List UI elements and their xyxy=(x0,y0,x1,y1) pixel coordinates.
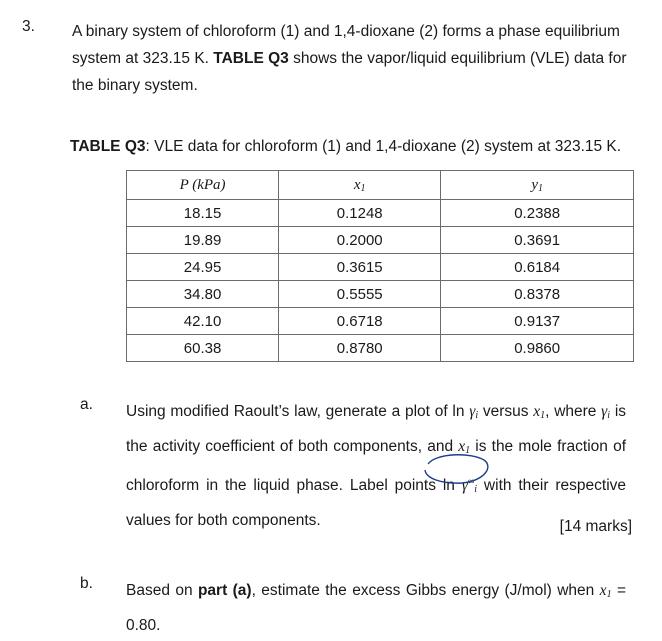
cell-x1: 0.2000 xyxy=(279,227,441,254)
cell-pressure: 24.95 xyxy=(127,254,279,281)
header-y1: $y_1$ xyxy=(441,171,634,200)
header-pressure: P (kPa) xyxy=(127,171,279,200)
table-header-row xyxy=(127,171,634,200)
part-b-text: Based on part (a), estimate the excess Gibbs energy (J/mol) when $x_1 = 0.80$. xyxy=(126,582,627,634)
cell-x1: 0.3615 xyxy=(279,254,441,281)
part-a-label: a. xyxy=(80,396,93,413)
table-row xyxy=(127,200,634,227)
cell-y1: 0.9860 xyxy=(441,335,634,362)
table-row xyxy=(127,281,634,308)
cell-y1: 0.6184 xyxy=(441,254,634,281)
table-row xyxy=(127,254,634,281)
table-caption-label: TABLE Q3 xyxy=(70,138,146,155)
question-number: 3. xyxy=(22,18,35,35)
cell-x1: 0.5555 xyxy=(279,281,441,308)
part-a-marks: [14 marks] xyxy=(559,518,632,535)
cell-y1: 0.9137 xyxy=(441,308,634,335)
cell-y1: 0.2388 xyxy=(441,200,634,227)
cell-x1: 0.8780 xyxy=(279,335,441,362)
cell-x1: 0.6718 xyxy=(279,308,441,335)
table-row xyxy=(127,227,634,254)
cell-x1: 0.1248 xyxy=(279,200,441,227)
handwritten-circle-annotation xyxy=(418,450,496,486)
part-b-label: b. xyxy=(80,575,93,592)
question-intro: A binary system of chloroform (1) and 1,4-dioxane (2) forms a phase equilibrium system at 323.15 K. TABLE Q3 shows the vapor/liquid equilibrium (VLE) data for the binary system. xyxy=(72,23,627,94)
table-row xyxy=(127,308,634,335)
cell-y1: 0.3691 xyxy=(441,227,634,254)
table-caption-text: : VLE data for chloroform (1) and 1,4-dioxane (2) system at 323.15 K. xyxy=(145,138,622,155)
cell-pressure: 19.89 xyxy=(127,227,279,254)
cell-pressure: 60.38 xyxy=(127,335,279,362)
table-caption xyxy=(70,138,650,156)
cell-y1: 0.8378 xyxy=(441,281,634,308)
header-x1: $x_1$ xyxy=(279,171,441,200)
vle-table xyxy=(126,170,634,362)
cell-pressure: 42.10 xyxy=(127,308,279,335)
part-a-text: Using modified Raoult’s law, generate a plot of $\ln \gamma_i$ versus $x_1$, where $\gamma_i$ is the activity coefficient of both components, and $x_1$ is the mole fraction of chloroform in the liquid phase. Label points $\ln \gamma^\infty_i$ with their respective values for both components. xyxy=(126,403,627,530)
cell-pressure: 34.80 xyxy=(127,281,279,308)
table-row xyxy=(127,335,634,362)
cell-pressure: 18.15 xyxy=(127,200,279,227)
